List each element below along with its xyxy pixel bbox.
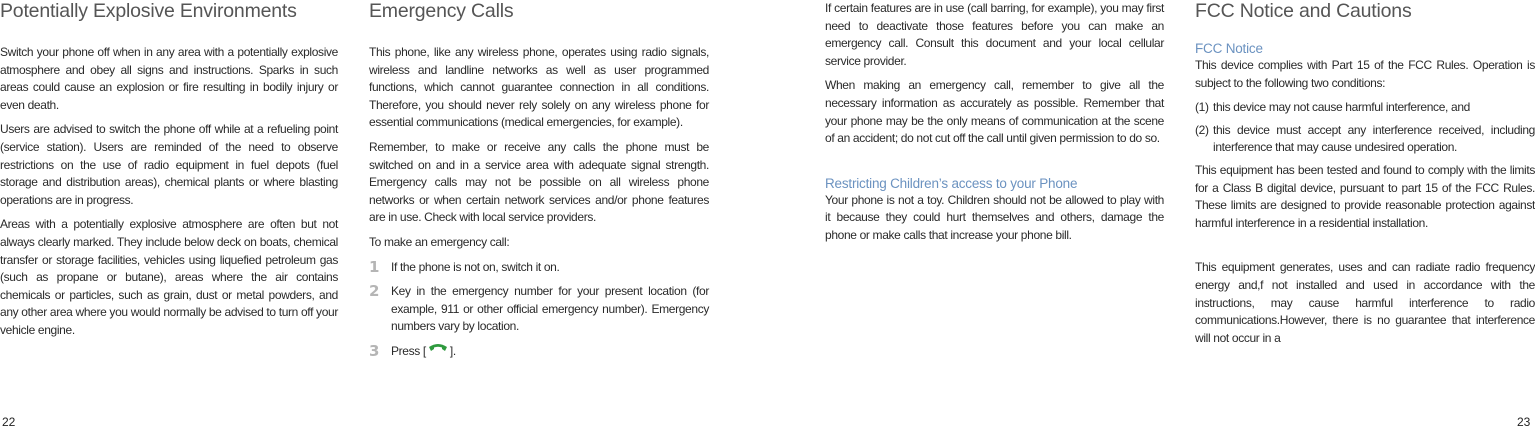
step-number: 3	[369, 341, 380, 360]
paragraph: If certain features are in use (call barring, for example), you may first need to deactivate those features before you can make an emergency call. Consult this document and your local cellular service provider.	[825, 1, 1164, 68]
section-title-explosive: Potentially Explosive Environments	[0, 0, 297, 22]
paragraph: Areas with a potentially explosive atmosphere are often but not always clearly marked. They include below deck on boats, chemical transfer or storage facilities, vehicles using liquefied petroleum gas (such as propane or butane), areas where the air contains chemicals or particles, such as grain, dust or metal powders, and any other area where you would normally be advised to turn off your vehicle engine.	[0, 217, 338, 337]
condition-label: (2)	[1195, 122, 1209, 137]
step-item	[369, 343, 709, 361]
step-item	[369, 283, 709, 336]
paragraph: Users are advised to switch the phone off while at a refueling point (service station). Users are reminded of the need to observe restrictions on the use of radio equipment in fuel depots (fuel storage and distribution areas), chemical plants or where blasting operations are in progress.	[0, 122, 338, 207]
step-text: Key in the emergency number for your present location (for example, 911 or other official emergency number). Emergency numbers vary by location.	[391, 284, 709, 334]
paragraph: This device complies with Part 15 of the FCC Rules. Operation is subject to the following two conditions:	[1195, 58, 1535, 90]
fcc-conditions-list	[1195, 99, 1535, 157]
condition-item	[1195, 99, 1535, 117]
paragraph: When making an emergency call, remember to give all the necessary information as accurately as possible. Remember that your phone may be the only means of communication at the scene of an accident; do not cut off the call until given permission to do so.	[825, 78, 1164, 146]
subhead-fcc-notice: FCC Notice	[1195, 41, 1263, 56]
call-handset-icon	[427, 343, 449, 361]
step-number: 2	[369, 282, 380, 301]
subhead-children-access: Restricting Children’s access to your Phone	[825, 175, 1078, 191]
paragraph: Remember, to make or receive any calls the phone must be switched on and in a service area with adequate signal strength. Emergency calls may not be possible on all wireless phone networks or when certain network services and/or phone features are in use. Check with local service providers.	[369, 139, 709, 225]
condition-text: this device must accept any interference received, including interference that may cause undesired operation.	[1213, 122, 1535, 155]
column-explosive-environments	[0, 0, 338, 347]
section-title-fcc: FCC Notice and Cautions	[1195, 0, 1412, 22]
paragraph: This equipment has been tested and found to comply with the limits for a Class B digital device, pursuant to part 15 of the FCC Rules. These limits are designed to provide reasonable protection against harmful interference in a residential installation.	[1195, 162, 1535, 230]
paragraph: This equipment generates, uses and can radiate radio frequency energy and,f not installed and used in accordance with the instructions, may cause harmful interference to radio communications.However, there is no guarantee that interference will not occur in a	[1195, 260, 1535, 345]
step-text-before: Press [	[391, 343, 426, 358]
page-number-right: 23	[1517, 415, 1531, 429]
column-fcc-notice	[1195, 0, 1535, 354]
condition-text: this device may not cause harmful interference, and	[1213, 100, 1470, 115]
step-text: If the phone is not on, switch it on.	[391, 259, 560, 274]
page-number-left: 22	[2, 415, 16, 429]
condition-item	[1195, 122, 1535, 157]
column-emergency-continued	[825, 0, 1164, 252]
paragraph: This phone, like any wireless phone, operates using radio signals, wireless and landline networks as well as user programmed functions, which cannot guarantee connection in all conditions. Therefore, you should never rely solely on any wireless phone for essential communications (medical emergencies, for example).	[369, 45, 709, 130]
emergency-steps-list	[369, 259, 709, 361]
column-emergency-calls	[369, 0, 709, 368]
step-text-after: ].	[449, 343, 456, 358]
step-number: 1	[369, 257, 380, 276]
paragraph: Switch your phone off when in any area with a potentially explosive atmosphere and obey all signs and instructions. Sparks in such areas could cause an explosion or fire resulting in bodily injury or even death.	[0, 45, 338, 112]
paragraph: To make an emergency call:	[369, 234, 510, 249]
step-item	[369, 259, 709, 277]
paragraph: Your phone is not a toy. Children should not be allowed to play with it because they could hurt themselves and others, damage the phone or make calls that increase your phone bill.	[825, 192, 1164, 242]
section-title-emergency: Emergency Calls	[369, 0, 514, 22]
condition-label: (1)	[1195, 100, 1209, 115]
